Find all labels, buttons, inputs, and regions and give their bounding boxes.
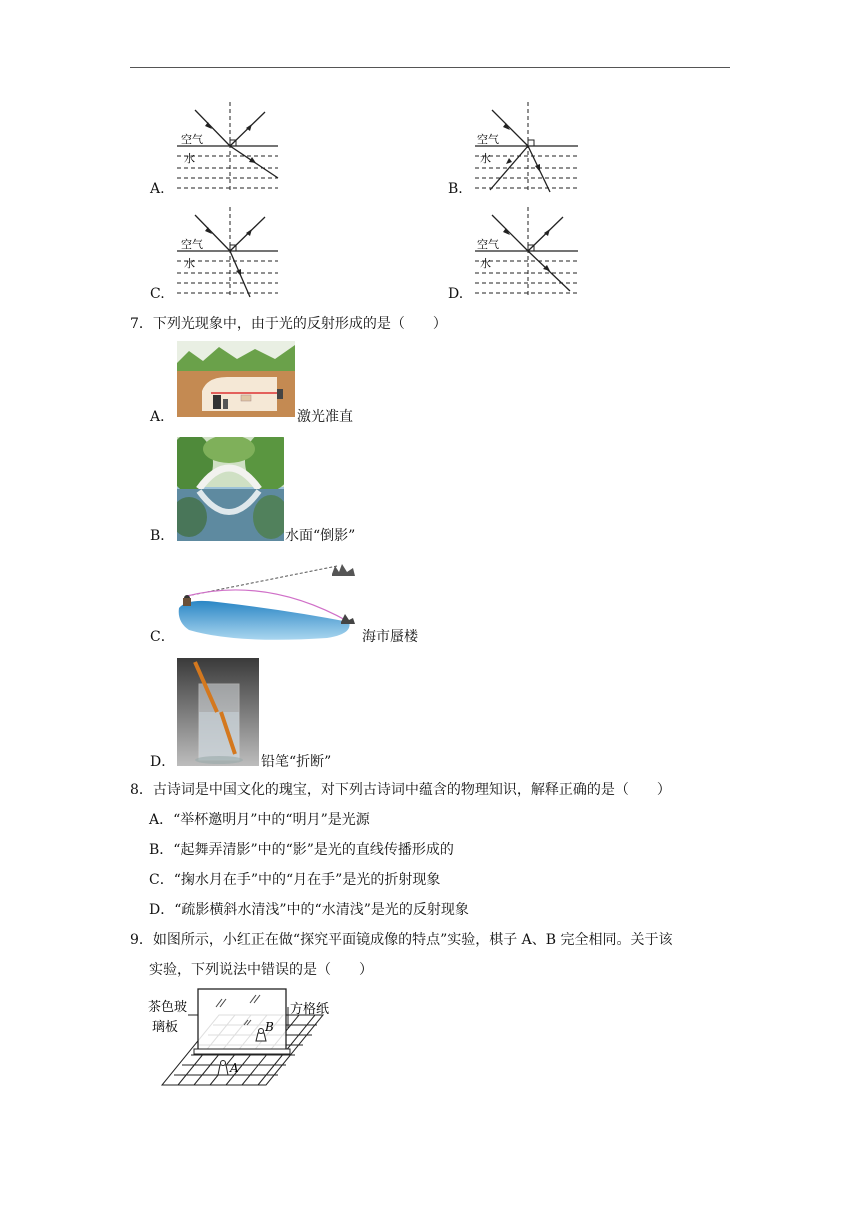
ray-diagram-b	[470, 100, 585, 195]
ray-diagram-d	[470, 205, 585, 300]
water-label: 水	[184, 257, 195, 270]
refracted-ray-2	[490, 146, 528, 190]
arrow-icon	[535, 164, 540, 172]
option-letter: C.	[150, 286, 165, 302]
option-letter: A.	[150, 181, 165, 197]
q8-option-d[interactable]: D．“疏影横斜水清浅”中的“水清浅”是光的反射现象	[149, 902, 469, 918]
image-caption: 铅笔“折断”	[261, 754, 332, 770]
option-letter: D．	[150, 754, 176, 770]
header-rule	[130, 67, 730, 68]
air-label: 空气	[181, 238, 203, 251]
air-label: 空气	[477, 238, 499, 251]
q8-option-a[interactable]: A．“举杯邀明月”中的“明月”是光源	[149, 812, 370, 828]
piece-b-label: B	[265, 1020, 274, 1034]
option-letter: D.	[448, 286, 464, 302]
question-8-stem: 8．古诗词是中国文化的瑰宝，对下列古诗词中蕴含的物理知识，解释正确的是（ ）	[130, 782, 671, 798]
refracted-ray	[528, 251, 570, 291]
bridge-reflection-image	[177, 437, 284, 541]
water-label: 水	[480, 152, 491, 165]
mirage-image	[177, 560, 360, 642]
air-label: 空气	[181, 133, 203, 146]
glass-plate-label-1: 茶色玻	[148, 1000, 188, 1015]
plane-mirror-experiment-figure	[148, 985, 338, 1089]
glass-plate-label-2: 璃板	[152, 1020, 179, 1035]
water-label: 水	[480, 257, 491, 270]
option-letter: C．	[150, 629, 175, 645]
arrow-icon	[506, 158, 512, 164]
air-label: 空气	[477, 133, 499, 146]
option-letter: A．	[150, 409, 175, 425]
q8-option-b[interactable]: B．“起舞弄清影”中的“影”是光的直线传播形成的	[149, 842, 454, 858]
question-7-stem: 7．下列光现象中，由于光的反射形成的是（ ）	[130, 316, 447, 332]
grid-paper-label: 方格纸	[290, 1002, 330, 1017]
image-caption: 激光准直	[297, 409, 353, 425]
piece-a	[218, 1065, 228, 1075]
q8-option-c[interactable]: C．“掬水月在手”中的“月在手”是光的折射现象	[149, 872, 441, 888]
question-9-stem-line1: 9．如图所示，小红正在做“探究平面镜成像的特点”实验，棋子 A、B 完全相同。关于该	[130, 932, 673, 948]
image-caption: 水面“倒影”	[285, 528, 356, 544]
piece-a-label: A	[230, 1061, 239, 1075]
option-letter: B．	[150, 528, 175, 544]
image-caption: 海市蜃楼	[362, 629, 418, 645]
tunnel-laser-image	[177, 341, 295, 417]
ray-diagram-a	[170, 100, 285, 195]
pencil-in-glass-image	[177, 658, 259, 766]
water-label: 水	[184, 152, 195, 165]
option-letter: B.	[448, 181, 463, 197]
ray-diagram-c	[170, 205, 285, 300]
piece-b	[256, 1033, 266, 1041]
question-9-stem-line2: 实验，下列说法中错误的是（ ）	[149, 962, 373, 978]
